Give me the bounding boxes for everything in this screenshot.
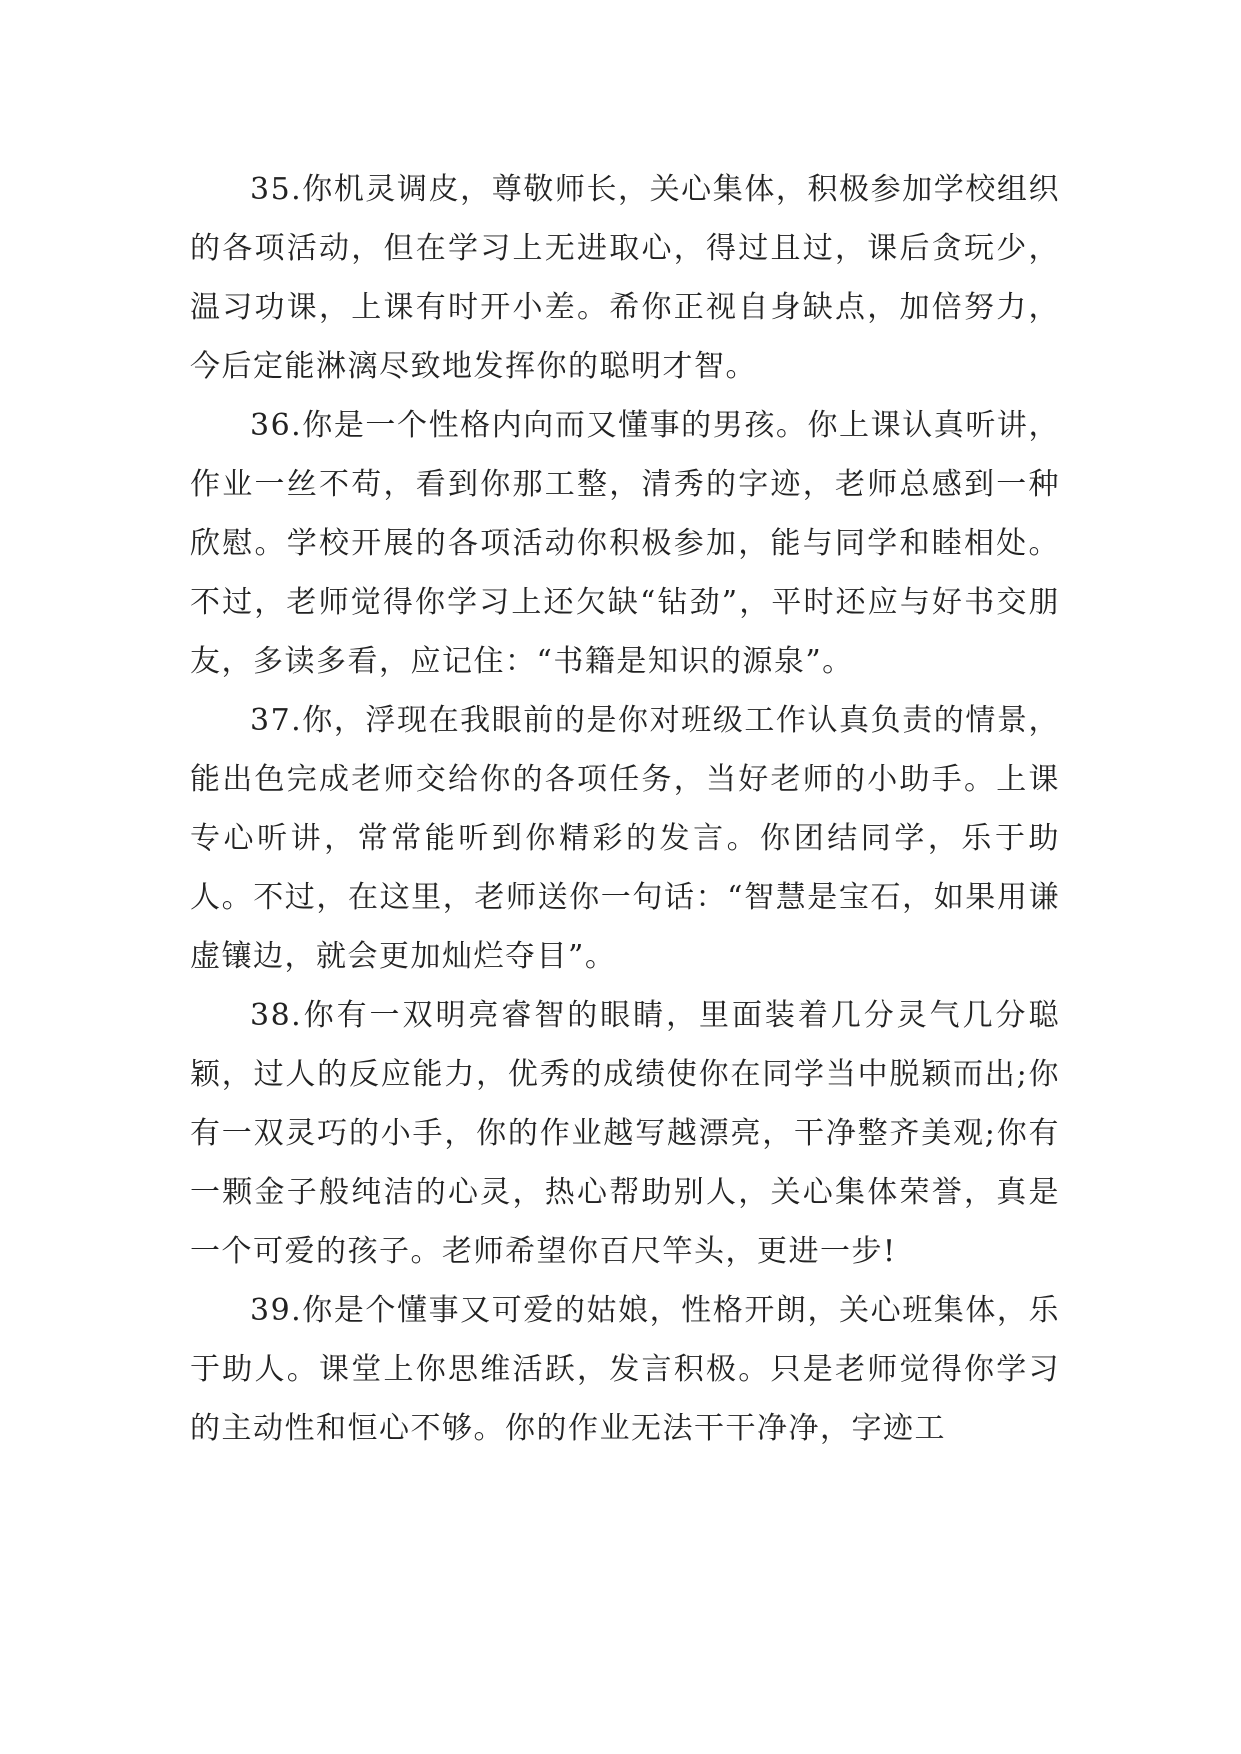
- document-body: [190, 160, 1060, 1458]
- comment-paragraph-38: 38.你有一双明亮睿智的眼睛，里面装着几分灵气几分聪颖，过人的反应能力，优秀的成绩使你在同学当中脱颖而出;你有一双灵巧的小手，你的作业越写越漂亮，干净整齐美观;你有一颗金子般纯洁的心灵，热心帮助别人，关心集体荣誉，真是一个可爱的孩子。老师希望你百尺竿头，更进一步!: [190, 998, 1060, 1269]
- comment-paragraph-39: 39.你是个懂事又可爱的姑娘，性格开朗，关心班集体，乐于助人。课堂上你思维活跃，发言积极。只是老师觉得你学习的主动性和恒心不够。你的作业无法干干净净，字迹工: [190, 1293, 1060, 1446]
- comment-paragraph-35: 35.你机灵调皮，尊敬师长，关心集体，积极参加学校组织的各项活动，但在学习上无进取心，得过且过，课后贪玩少，温习功课，上课有时开小差。希你正视自身缺点，加倍努力，今后定能淋漓尽致地发挥你的聪明才智。: [190, 172, 1060, 384]
- comment-paragraph-37: 37.你，浮现在我眼前的是你对班级工作认真负责的情景，能出色完成老师交给你的各项任务，当好老师的小助手。上课专心听讲，常常能听到你精彩的发言。你团结同学，乐于助人。不过，在这里，老师送你一句话：“智慧是宝石，如果用谦虚镶边，就会更加灿烂夺目”。: [190, 703, 1060, 974]
- comment-paragraph-36: 36.你是一个性格内向而又懂事的男孩。你上课认真听讲，作业一丝不苟，看到你那工整，清秀的字迹，老师总感到一种欣慰。学校开展的各项活动你积极参加，能与同学和睦相处。不过，老师觉得你学习上还欠缺“钻劲”，平时还应与好书交朋友，多读多看，应记住：“书籍是知识的源泉”。: [190, 408, 1060, 679]
